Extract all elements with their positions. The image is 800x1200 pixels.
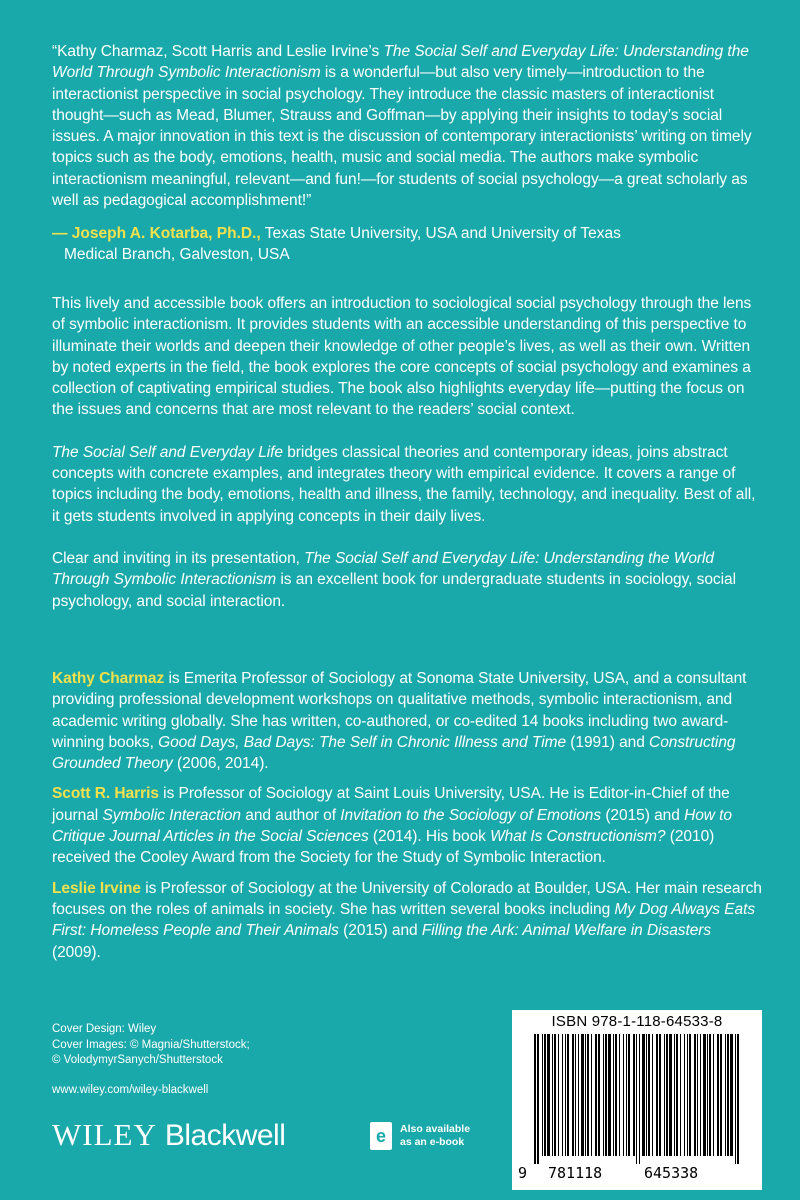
barcode-bar	[581, 1034, 584, 1156]
barcode-bar	[544, 1034, 546, 1156]
quote-text-rest: is a wonderful—but also very timely—introduction to the interactionist perspective in social psychology. They introduce the classic masters of interactionist thought—such as Mead, Blumer, Strauss and Goffman—by applying their insights to today’s social issues. A major innovation in this text is the discussion of contemporary interactionists’ writing on timely topics such as the body, emotions, health, music and social media. The authors make symbolic interactionism meaningful, relevant—and fun!—for students of social psychology—a great scholarly as well as pedagogical accomplishment!”	[52, 64, 752, 210]
description-title-ref: The Social Self and Everyday Life: Understanding the World Through Symbolic Interactionism	[52, 549, 714, 589]
barcode-bar	[562, 1034, 563, 1156]
barcode-bar	[659, 1034, 661, 1156]
barcode-bar	[687, 1034, 688, 1156]
book-description	[52, 293, 762, 633]
attribution-name: — Joseph A. Kotarba, Ph.D.,	[52, 225, 261, 242]
credit-line: Cover Images: © Magnia/Shutterstock;	[52, 1038, 250, 1051]
isbn-barcode	[512, 1010, 762, 1190]
barcode-bar	[717, 1034, 719, 1156]
barcode-bar	[615, 1034, 617, 1156]
barcode-bar	[703, 1034, 706, 1156]
bio-text: (2014). His book	[368, 828, 491, 846]
barcode-bar	[735, 1034, 736, 1164]
barcode-bar	[598, 1034, 600, 1156]
barcode-bar	[720, 1034, 722, 1156]
bio-text: (2006, 2014).	[172, 755, 269, 773]
barcode-bar	[689, 1034, 691, 1156]
barcode-bar	[674, 1034, 675, 1156]
barcode-bar	[633, 1034, 635, 1156]
barcode-digit-first: 9	[518, 1164, 528, 1182]
barcode-digits-left: 781118	[548, 1164, 603, 1182]
quote-book-title: The Social Self and Everyday Life: Understanding the World Through Symbolic Interactionism	[52, 43, 749, 82]
barcode-bar	[666, 1034, 668, 1156]
barcode-bar	[727, 1034, 729, 1156]
barcode-bar	[575, 1034, 576, 1156]
barcode-bar	[652, 1034, 653, 1156]
credit-line: Cover Design: Wiley	[52, 1023, 157, 1035]
ebook-badge	[370, 1122, 470, 1150]
barcode-bar	[578, 1034, 579, 1156]
author-name: Leslie Irvine	[52, 879, 141, 897]
publisher-url: www.wiley.com/wiley-blackwell	[52, 1084, 209, 1096]
quote-attribution	[52, 223, 762, 266]
barcode-bar	[595, 1034, 597, 1156]
description-title-ref: The Social Self and Everyday Life	[52, 443, 283, 461]
barcode-bar	[547, 1034, 550, 1156]
barcode-bar	[623, 1034, 624, 1156]
barcode-bar	[648, 1034, 650, 1156]
barcode-bar	[639, 1034, 640, 1164]
barcode-bar	[669, 1034, 672, 1156]
barcode-bar	[554, 1034, 556, 1156]
description-paragraph-2	[52, 442, 762, 527]
barcode-bar	[697, 1034, 698, 1156]
endorsement-quote	[52, 41, 762, 211]
barcode-bar	[585, 1034, 586, 1156]
ebook-icon: e	[370, 1122, 392, 1150]
description-text: bridges classical theories and contemporary ideas, joins abstract concepts with concrete examples, and integrates theory with empirical evidence. It covers a range of topics including the body, emotions, health and illness, the family, technology, and inequality. Best of all, it gets students involved in applying concepts in their daily lives.	[52, 443, 756, 525]
barcode-bar	[676, 1034, 678, 1156]
description-text: is an excellent book for undergraduate students in sociology, social psychology, and social interaction.	[52, 571, 736, 610]
barcode-bar	[730, 1034, 733, 1156]
barcode-bar	[725, 1034, 726, 1156]
bio-text: and author of	[241, 806, 341, 824]
ebook-line: as an e-book	[400, 1136, 465, 1148]
barcode-bar	[713, 1034, 714, 1156]
author-name: Scott R. Harris	[52, 785, 159, 803]
description-text: Clear and inviting in its presentation,	[52, 549, 305, 567]
bio-book-title: Invitation to the Sociology of Emotions	[340, 806, 602, 824]
bio-book-title: Constructing Grounded Theory	[52, 733, 736, 773]
wiley-blackwell-logo	[52, 1118, 285, 1153]
barcode-bar	[552, 1034, 553, 1156]
bio-book-title: My Dog Always Eats First: Homeless People and Their Animals	[52, 900, 756, 940]
bio-text: is Professor of Sociology at the University of Colorado at Boulder, USA. Her main research focuses on the roles of animals in society. She has written several books including	[52, 879, 762, 918]
quote-text: “Kathy Charmaz, Scott Harris and Leslie Irvine’s	[52, 43, 384, 60]
barcode-bar	[700, 1034, 701, 1156]
logo-blackwell: Blackwell	[164, 1119, 286, 1152]
barcode-bar	[534, 1034, 536, 1164]
barcode-bar	[680, 1034, 681, 1156]
attribution-institution: Texas State University, USA and University of Texas	[260, 225, 621, 242]
bio-book-title: Filling the Ark: Animal Welfare in Disasters	[421, 922, 712, 940]
bio-text: (2010) received the Cooley Award from the Society for the Study of Symbolic Interaction.	[52, 828, 715, 867]
barcode-bar	[684, 1034, 685, 1156]
barcode-bar	[567, 1034, 569, 1156]
credit-line: © VolodymyrSanych/Shutterstock	[52, 1054, 223, 1066]
description-paragraph-3	[52, 548, 762, 612]
barcode-bar	[619, 1034, 620, 1156]
bio-text: (2009).	[52, 943, 101, 961]
barcode-bar	[628, 1034, 630, 1156]
isbn-number: ISBN 978-1-118-64533-8	[551, 1013, 723, 1030]
author-name: Kathy Charmaz	[52, 670, 165, 687]
barcode-bar	[709, 1034, 711, 1156]
barcode-bar	[642, 1034, 645, 1156]
barcode-bar	[565, 1034, 566, 1156]
barcode-bar	[626, 1034, 627, 1156]
barcode-bar	[694, 1034, 696, 1156]
bio-text: is Emerita Professor of Sociology at Sonoma State University, USA, and a consultant providing professional development workshops on qualitative methods, symbolic interactionism, and academic writing globally. She has written, co-authored, or co-edited 14 books including two award-winning books,	[52, 670, 747, 751]
bio-irvine	[52, 878, 762, 963]
bio-harris	[52, 783, 762, 868]
barcode-bar	[558, 1034, 559, 1156]
barcode-bar	[656, 1034, 658, 1156]
bio-book-title: What Is Constructionism?	[490, 828, 666, 846]
bio-text: (2015) and	[601, 806, 685, 824]
logo-wiley: WILEY	[52, 1117, 157, 1152]
barcode-digits-right: 645338	[644, 1164, 699, 1182]
bio-text: (2015) and	[338, 922, 422, 940]
barcode-bar	[591, 1034, 592, 1156]
bio-charmaz	[52, 668, 762, 774]
cover-credits	[52, 1022, 250, 1069]
barcode-bar	[737, 1034, 739, 1164]
barcode-bar	[542, 1034, 543, 1156]
barcode-bar	[605, 1034, 607, 1156]
barcode-bar	[587, 1034, 589, 1156]
barcode-bar	[613, 1034, 614, 1156]
author-bios	[52, 668, 762, 972]
barcode-bar	[608, 1034, 611, 1156]
bio-text: is Professor of Sociology at Saint Louis University, USA. He is Editor-in-Chief of the journal	[52, 785, 730, 824]
bio-book-title: Symbolic Interaction	[102, 806, 241, 824]
description-paragraph-1: This lively and accessible book offers an introduction to sociological social psychology through the lens of symbolic interactionism. It provides students with an accessible understanding of this perspective to illuminate their worlds and deepen their knowledge of other people’s lives, as well as their own. Written by noted experts in the field, the book explores the core concepts of social psychology and examines a collection of captivating empirical studies. The book also highlights everyday life—putting the focus on the issues and concerns that are most relevant to the readers’ social context.	[52, 295, 752, 419]
bio-book-title: Good Days, Bad Days: The Self in Chronic Illness and Time	[158, 733, 567, 751]
barcode-bar	[636, 1034, 637, 1164]
ebook-label	[400, 1123, 470, 1149]
barcode-bar	[707, 1034, 708, 1156]
barcode-bar	[664, 1034, 665, 1156]
bio-text: (1991) and	[566, 733, 650, 751]
ebook-line: Also available	[400, 1123, 471, 1135]
barcode-bar	[572, 1034, 574, 1156]
barcode-bars	[534, 1034, 740, 1164]
attribution-institution-cont: Medical Branch, Galveston, USA	[64, 246, 290, 264]
bio-book-title: How to Critique Journal Articles in the Social Sciences	[52, 806, 733, 846]
barcode-bar	[537, 1034, 539, 1164]
barcode-bar	[603, 1034, 604, 1156]
barcode-bar	[646, 1034, 647, 1156]
